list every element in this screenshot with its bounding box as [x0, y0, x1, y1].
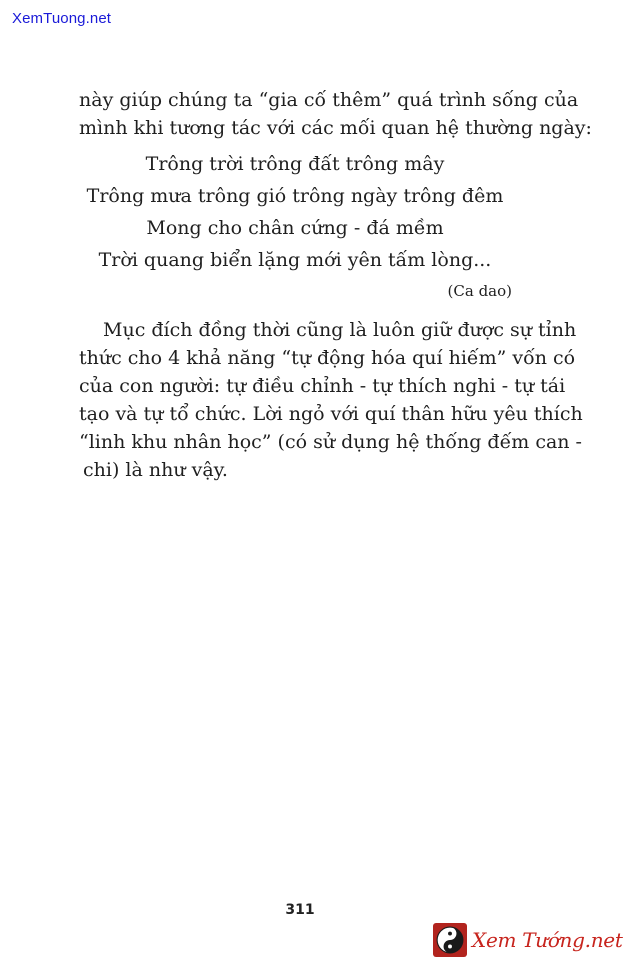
brand-logo — [433, 922, 623, 958]
poem — [79, 148, 511, 276]
site-link[interactable]: XemTuong.net — [12, 10, 112, 27]
text-line: tạo và tự tổ chức. Lời ngỏ với quí thân hữu yêu thích — [79, 403, 583, 425]
text-line: của con người: tự điều chỉnh - tự thích nghi - tự tái — [79, 375, 566, 397]
page-number: 311 — [285, 902, 315, 918]
body-paragraph — [79, 316, 583, 484]
poem-verse: Trời quang biển lặng mới yên tấm lòng... — [98, 249, 492, 271]
text-line: chi) là như vậy. — [83, 459, 228, 481]
brand-text: Xem Tướng.net — [472, 928, 623, 952]
poem-verse: Mong cho chân cứng - đá mềm — [146, 217, 444, 239]
lead-text — [79, 86, 592, 142]
text-line: Mục đích đồng thời cũng là luôn giữ được sự tỉnh — [103, 319, 577, 341]
text-line: mình khi tương tác với các mối quan hệ thường ngày: — [79, 117, 592, 139]
poem-verse: Trông mưa trông gió trông ngày trông đêm — [86, 185, 504, 207]
poem-attribution: (Ca dao) — [447, 282, 512, 300]
text-line: thức cho 4 khả năng “tự động hóa quí hiếm” vốn có — [79, 347, 576, 369]
poem-verse: Trông trời trông đất trông mây — [145, 153, 445, 175]
text-line: “linh khu nhân học” (có sử dụng hệ thống đếm can - — [79, 431, 582, 453]
text-line: này giúp chúng ta “gia cố thêm” quá trình sống của — [79, 89, 579, 111]
yin-yang-icon — [433, 923, 467, 957]
